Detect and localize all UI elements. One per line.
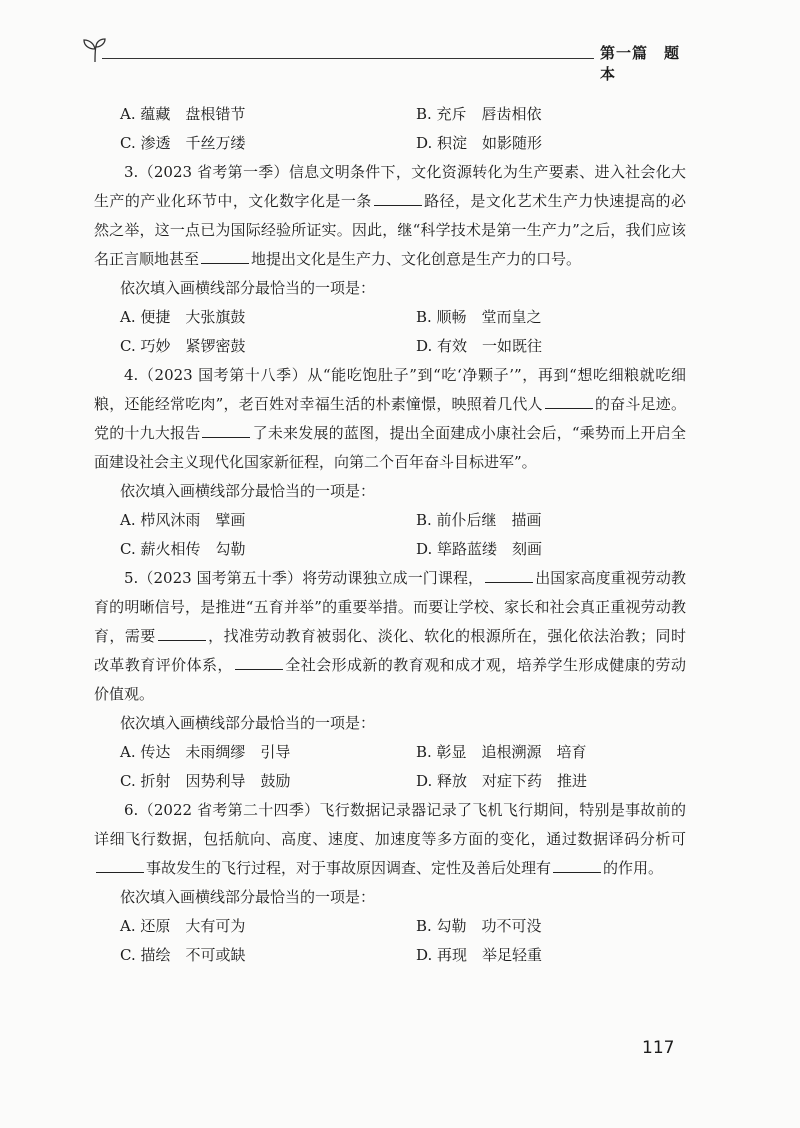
question-3 [94,158,686,361]
option-d: D. 有效 一如既往 [416,337,543,355]
question-5-options [94,738,686,796]
option-b: B. 前仆后继 描画 [416,511,542,529]
header-rule [102,58,662,59]
question-3-options [94,303,686,361]
option-d: D. 筚路蓝缕 刻画 [416,540,543,558]
question-5 [94,564,686,796]
option-d: D. 积淀 如影随形 [416,134,543,152]
answer-blank [158,624,206,641]
question-4 [94,361,686,564]
option-d: D. 释放 对症下药 推进 [416,772,588,790]
option-c: C. 描绘 不可或缺 [120,946,246,964]
answer-blank [553,856,601,873]
option-a: A. 蕴藏 盘根错节 [120,105,246,123]
answer-blank [374,189,422,206]
option-c: C. 薪火相传 勾勒 [120,540,246,558]
page-number: 117 [642,1038,675,1058]
option-a: A. 便捷 大张旗鼓 [120,308,246,326]
question-6-options [94,912,686,970]
answer-blank [545,392,593,409]
question-4-options [94,506,686,564]
option-b: B. 顺畅 堂而皇之 [416,308,542,326]
sprout-icon [82,36,108,66]
question-prompt: 依次填入画横线部分最恰当的一项是： [120,482,376,500]
option-b: B. 勾勒 功不可没 [416,917,542,935]
answer-blank [96,856,144,873]
option-c: C. 巧妙 紧锣密鼓 [120,337,246,355]
page-header [82,36,692,83]
option-d: D. 再现 举足轻重 [416,946,543,964]
option-a: A. 还原 大有可为 [120,917,246,935]
question-5-text: 5.（2023 国考第五十季）将劳动课独立成一门课程， 出国家高度重视劳动教育的明晰信号，是推进“五育并举”的重要举措。而要让学校、家长和社会真正重视劳动教育，需要 ，找准劳动教育被弱化、淡化、软化的根源所在，强化依法治教；同时改革教育评价体系， 全社会形成新的教育观和成才观，培养学生形成健康的劳动价值观。 [94,564,686,709]
option-a: A. 传达 未雨绸缪 引导 [120,743,291,761]
answer-blank [485,566,533,583]
question-4-text: 4.（2023 国考第十八季）从“能吃饱肚子”到“吃‘净颗子’”，再到“想吃细粮就吃细粮，还能经常吃肉”，老百姓对幸福生活的朴素憧憬，映照着几代人 的奋斗足迹。党的十九大报告 了未来发展的蓝图，提出全面建成小康社会后，“乘势而上开启全面建设社会主义现代化国家新征程，向第二个百年奋斗目标进军”。 [94,366,686,471]
question-prompt: 依次填入画横线部分最恰当的一项是： [120,714,376,732]
answer-blank [235,653,283,670]
answer-blank [201,247,249,264]
option-a: A. 栉风沐雨 擘画 [120,511,246,529]
question-prompt: 依次填入画横线部分最恰当的一项是： [120,888,376,906]
question-prompt: 依次填入画横线部分最恰当的一项是： [120,279,376,297]
option-c: C. 折射 因势利导 鼓励 [120,772,291,790]
question-3-text: 3.（2023 省考第一季）信息文明条件下，文化资源转化为生产要素、进入社会化大生产的产业化环节中，文化数字化是一条 路径，是文化艺术生产力快速提高的必然之举，这一点已为国际经验所证实。因此，继“科学技术是第一生产力”之后，我们应该名正言顺地甚至 地提出文化是生产力、文化创意是生产力的口号。 [94,163,686,268]
option-c: C. 渗透 千丝万缕 [120,134,246,152]
q2-options [94,100,686,158]
answer-blank [202,421,250,438]
option-b: B. 彰显 追根溯源 培育 [416,743,587,761]
question-6-text: 6.（2022 省考第二十四季）飞行数据记录器记录了飞机飞行期间，特别是事故前的详细飞行数据，包括航向、高度、速度、加速度等多方面的变化，通过数据译码分析可事故发生的飞行过程，对于事故原因调查、定性及善后处理有 的作用。 [94,801,686,877]
question-6 [94,796,686,970]
section-title: 第一篇 题本 [594,42,692,84]
page-content [94,100,686,970]
option-b: B. 充斥 唇齿相依 [416,105,542,123]
